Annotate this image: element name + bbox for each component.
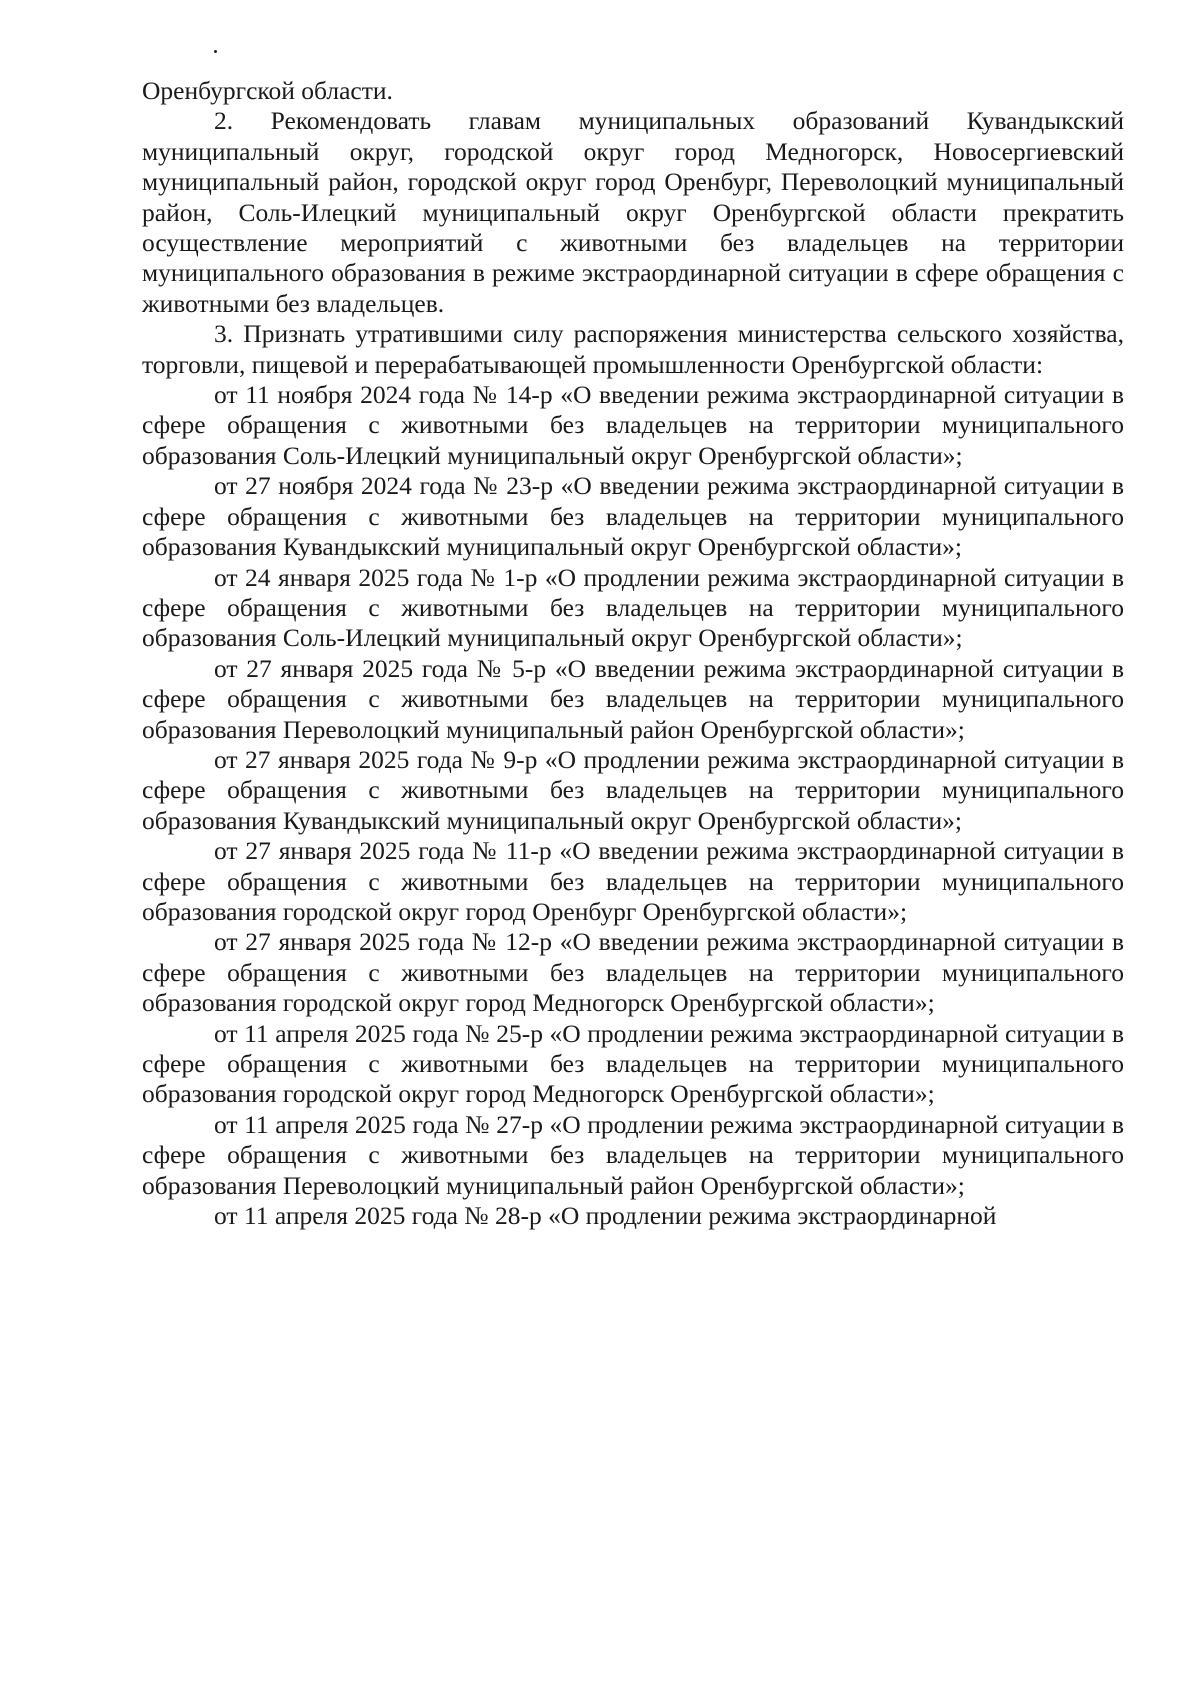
order-entry: от 27 января 2025 года № 5-р «О введении режима экстраординарной ситуации в сфере обращения с животными без владельцев на территории муниципального образования Переволоцкий муниципальный район Оренбургской области»; bbox=[142, 653, 1124, 744]
order-entry: от 27 января 2025 года № 11-р «О введении режима экстраординарной ситуации в сфере обращения с животными без владельцев на территории муниципального образования городской округ город Оренбург Оренбургской области»; bbox=[142, 836, 1124, 926]
order-entry: от 24 января 2025 года № 1-р «О продлении режима экстраординарной ситуации в сфере обращения с животными без владельцев на территории муниципального образования Соль-Илецкий муниципальный округ Оренбургской области»; bbox=[142, 562, 1124, 653]
document-body bbox=[142, 76, 1124, 1231]
order-entry: от 27 января 2025 года № 12-р «О введении режима экстраординарной ситуации в сфере обращения с животными без владельцев на территории муниципального образования городской округ город Медногорск Оренбургской области»; bbox=[142, 927, 1124, 1018]
order-entry: от 27 января 2025 года № 9-р «О продлении режима экстраординарной ситуации в сфере обращения с животными без владельцев на территории муниципального образования Кувандыкский муниципальный округ Оренбургской области»; bbox=[142, 744, 1124, 835]
order-entry-truncated: от 11 апреля 2025 года № 28-р «О продлении режима экстраординарной bbox=[214, 1201, 997, 1231]
order-entry: от 11 ноября 2024 года № 14-р «О введении режима экстраординарной ситуации в сфере обращения с животными без владельцев на территории муниципального образования Соль-Илецкий муниципальный округ Оренбургской области»; bbox=[142, 380, 1124, 470]
scan-speck bbox=[214, 50, 217, 53]
order-entry: от 27 ноября 2024 года № 23-р «О введении режима экстраординарной ситуации в сфере обращения с животными без владельцев на территории муниципального образования Кувандыкский муниципальный округ Оренбургской области»; bbox=[142, 471, 1124, 562]
order-entry: от 11 апреля 2025 года № 27-р «О продлении режима экстраординарной ситуации в сфере обращения с животными без владельцев на территории муниципального образования Переволоцкий муниципальный район Оренбургской области»; bbox=[142, 1109, 1124, 1200]
order-entry: от 11 апреля 2025 года № 25-р «О продлении режима экстраординарной ситуации в сфере обращения с животными без владельцев на территории муниципального образования городской округ город Медногорск Оренбургской области»; bbox=[142, 1018, 1124, 1109]
paragraph-item-2: 2. Рекомендовать главам муниципальных образований Кувандыкский муниципальный округ, городской округ город Медногорск, Новосергиевский муниципальный район, городской округ город Оренбург, Переволоцкий муниципальный район, Соль-Илецкий муниципальный округ Оренбургской области прекратить осуществление мероприятий с животными без владельцев на территории муниципального образования в режиме экстраординарной ситуации в сфере обращения с животными без владельцев. bbox=[142, 106, 1124, 318]
paragraph-item-3: 3. Признать утратившими силу распоряжения министерства сельского хозяйства, торговли, пищевой и перерабатывающей промышленности Оренбургской области: bbox=[142, 319, 1124, 379]
paragraph-continuation: Оренбургской области. bbox=[142, 76, 393, 105]
